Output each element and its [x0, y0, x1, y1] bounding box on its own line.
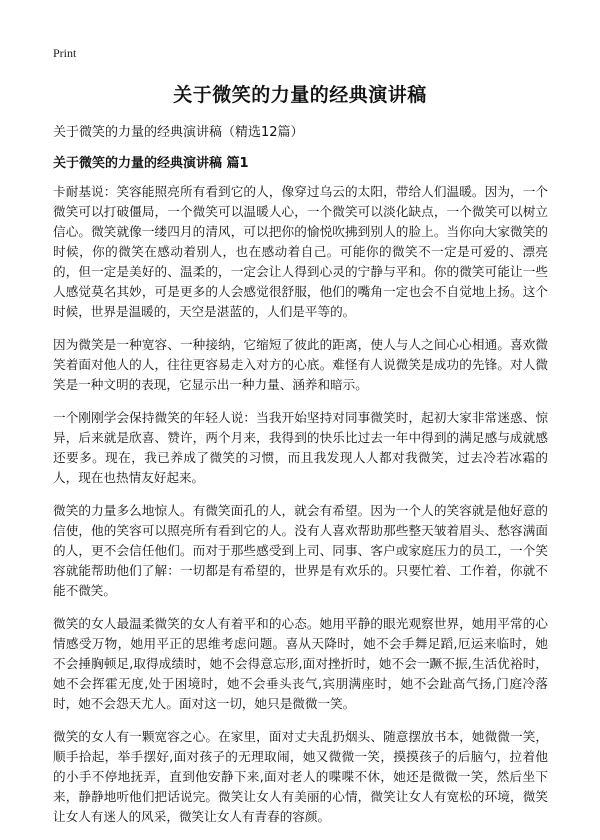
paragraph: 一个刚刚学会保持微笑的年轻人说：当我开始坚持对同事微笑时，起初大家非常迷惑、惊异，后来就是欣喜、赞许，两个月来，我得到的快乐比过去一年中得到的满足感与成就感还要多。现在，我已养成了微笑的习惯，而且我发现人人都对我微笑，过去冷若冰霜的人，现在也热情友好起来。 — [53, 410, 548, 485]
paragraph: 因为微笑是一种宽容、一种接纳，它缩短了彼此的距离，使人与人之间心心相通。喜欢微笑着面对他人的人，往往更容易走入对方的心底。难怪有人说微笑是成功的先锋。对人微笑是一种文明的表现，它显示出一种力量、涵养和暗示。 — [53, 337, 548, 392]
paragraph: 微笑的女人最温柔微笑的女人有着平和的心态。她用平静的眼光观察世界，她用平常的心情感受万物，她用平正的思维考虑问题。喜从天降时，她不会手舞足蹈,厄运来临时，她不会捶胸顿足,取得成绩时，她不会得意忘形,面对挫折时，她不会一蹶不振,生活优裕时，她不会挥霍无度,处于困境时，她不会垂头丧气,宾朋满座时，她不会趾高气扬,门庭冷落时，她不会怨天尤人。面对这一切，她只是微微一笑。 — [53, 616, 548, 711]
page-title: 关于微笑的力量的经典演讲稿 — [173, 84, 427, 106]
paragraph: 卡耐基说：笑容能照亮所有看到它的人，像穿过乌云的太阳，带给人们温暖。因为，一个微笑可以打破僵局，一个微笑可以温暖人心，一个微笑可以淡化缺点，一个微笑可以树立信心。微笑就像一缕四月的清风，可以把你的愉悦吹拂到别人的脸上。当你向大家微笑的时候，你的微笑在感动着别人，也在感动着自己。可能你的微笑不一定是可爱的、漂亮的，但一定是美好的、温柔的，一定会让人得到心灵的宁静与平和。你的微笑可能让一些人感觉莫名其妙，可是更多的人会感觉很舒服，他们的嘴角一定也会不自觉地上扬。这个时候，世界是温暖的，天空是湛蓝的，人们是平等的。 — [53, 184, 548, 319]
document-subtitle: 关于微笑的力量的经典演讲稿（精选12篇） — [53, 125, 304, 140]
paragraph: 微笑的力量多么地惊人。有微笑面孔的人，就会有希望。因为一个人的笑容就是他好意的信使，他的笑容可以照亮所有看到它的人。没有人喜欢帮助那些整天皱着眉头、愁容满面的人，更不会信任他们。而对于那些感受到上司、同事、客户或家庭压力的员工，一个笑容就能帮助他们了解：一切都是有希望的，世界是有欢乐的。只要忙着、工作着，你就不能不微笑。 — [53, 503, 548, 598]
article-body — [53, 182, 548, 840]
print-link[interactable]: Print — [53, 46, 77, 60]
paragraph: 微笑的女人有一颗宽容之心。在家里，面对丈夫乱扔烟头、随意摆放书本，她微微一笑，顺手拾起，举手摆好,面对孩子的无理取闹，她又微微一笑，摸摸孩子的后脑勺，拉着他的小手不停地抚弄，直到他安静下来,面对老人的喋喋不休，她还是微微一笑，然后坐下来，静静地听他们把话说完。微笑让女人有美丽的心情，微笑让女人有宽松的环境，微笑让女人有迷人的风采，微笑让女人有青春的容颜。 — [53, 729, 548, 824]
section-heading: 关于微笑的力量的经典演讲稿 篇1 — [53, 156, 249, 171]
